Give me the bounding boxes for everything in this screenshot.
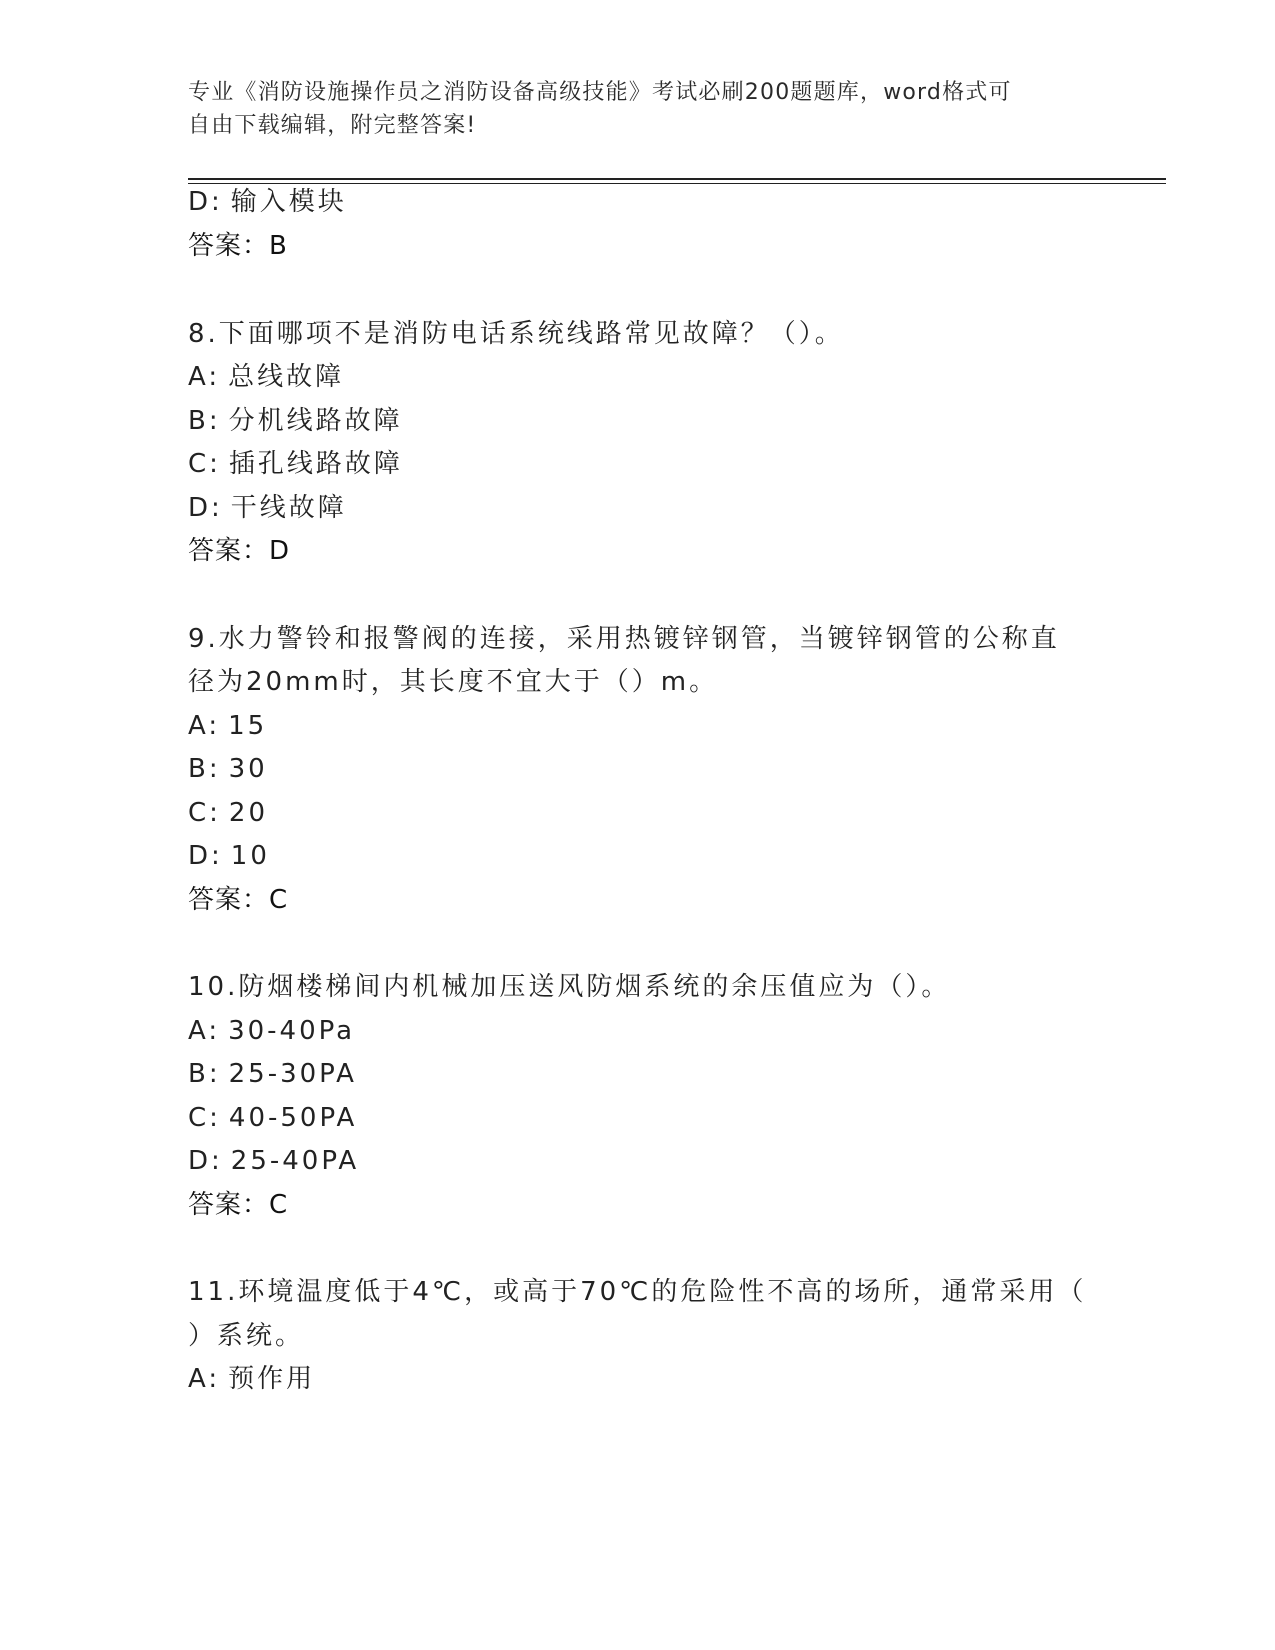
header-line-2: 自由下载编辑，附完整答案! bbox=[188, 113, 477, 138]
q9-stem-line-2: 径为20mm时，其长度不宜大于（）m。 bbox=[188, 667, 719, 697]
option-letter: C: bbox=[188, 798, 221, 828]
q11-option-a bbox=[188, 1364, 315, 1394]
q8-option-d bbox=[188, 493, 347, 523]
option-text: 插孔线路故障 bbox=[228, 449, 403, 479]
option-text: 25-40PA bbox=[230, 1146, 360, 1176]
prev-option-d bbox=[188, 187, 347, 217]
q8-answer: 答案：D bbox=[188, 536, 291, 566]
q10-option-d bbox=[188, 1146, 359, 1176]
q8-option-a bbox=[188, 362, 344, 392]
q8-option-b bbox=[188, 406, 403, 436]
option-text: 预作用 bbox=[228, 1364, 316, 1394]
q9-answer: 答案：C bbox=[188, 885, 289, 915]
q10-option-b bbox=[188, 1059, 357, 1089]
option-letter: C: bbox=[188, 449, 221, 479]
q11-stem-line-2: ）系统。 bbox=[188, 1321, 305, 1351]
q9-option-a bbox=[188, 711, 267, 741]
header-divider-thin bbox=[188, 183, 1166, 184]
option-text: 10 bbox=[230, 841, 270, 871]
option-letter: A: bbox=[188, 1016, 221, 1046]
header-line-1: 专业《消防设施操作员之消防设备高级技能》考试必刷200题题库，word格式可 bbox=[188, 80, 1012, 105]
option-text: 干线故障 bbox=[230, 493, 347, 523]
option-text: 30 bbox=[228, 754, 268, 784]
option-text: 输入模块 bbox=[230, 187, 347, 217]
q9-option-d bbox=[188, 841, 270, 871]
q10-answer: 答案：C bbox=[188, 1190, 289, 1220]
option-text: 25-30PA bbox=[228, 1059, 357, 1089]
option-letter: A: bbox=[188, 362, 221, 392]
header-divider-thick bbox=[188, 178, 1166, 180]
option-letter: B: bbox=[188, 406, 221, 436]
option-text: 40-50PA bbox=[228, 1103, 358, 1133]
option-letter: D: bbox=[188, 187, 223, 217]
document-header bbox=[188, 76, 1088, 142]
q10-option-a bbox=[188, 1016, 355, 1046]
option-text: 总线故障 bbox=[228, 362, 345, 392]
option-letter: D: bbox=[188, 841, 223, 871]
option-letter: C: bbox=[188, 1103, 221, 1133]
prev-answer: 答案：B bbox=[188, 231, 288, 261]
option-letter: B: bbox=[188, 1059, 221, 1089]
q8-option-c bbox=[188, 449, 403, 479]
option-letter: A: bbox=[188, 1364, 221, 1394]
q11-stem-line-1: 11.环境温度低于4℃，或高于70℃的危险性不高的场所，通常采用（ bbox=[188, 1277, 1087, 1307]
option-text: 30-40Pa bbox=[228, 1016, 356, 1046]
option-text: 15 bbox=[228, 711, 268, 741]
q10-option-c bbox=[188, 1103, 357, 1133]
q8-stem: 8.下面哪项不是消防电话系统线路常见故障？（）。 bbox=[188, 319, 844, 349]
option-letter: D: bbox=[188, 493, 223, 523]
option-letter: A: bbox=[188, 711, 221, 741]
q9-stem-line-1: 9.水力警铃和报警阀的连接，采用热镀锌钢管，当镀锌钢管的公称直 bbox=[188, 624, 1060, 654]
option-letter: B: bbox=[188, 754, 221, 784]
option-text: 分机线路故障 bbox=[228, 406, 403, 436]
option-text: 20 bbox=[228, 798, 269, 828]
option-letter: D: bbox=[188, 1146, 223, 1176]
q9-option-c bbox=[188, 798, 268, 828]
q10-stem: 10.防烟楼梯间内机械加压送风防烟系统的余压值应为（）。 bbox=[188, 972, 951, 1002]
q9-option-b bbox=[188, 754, 268, 784]
